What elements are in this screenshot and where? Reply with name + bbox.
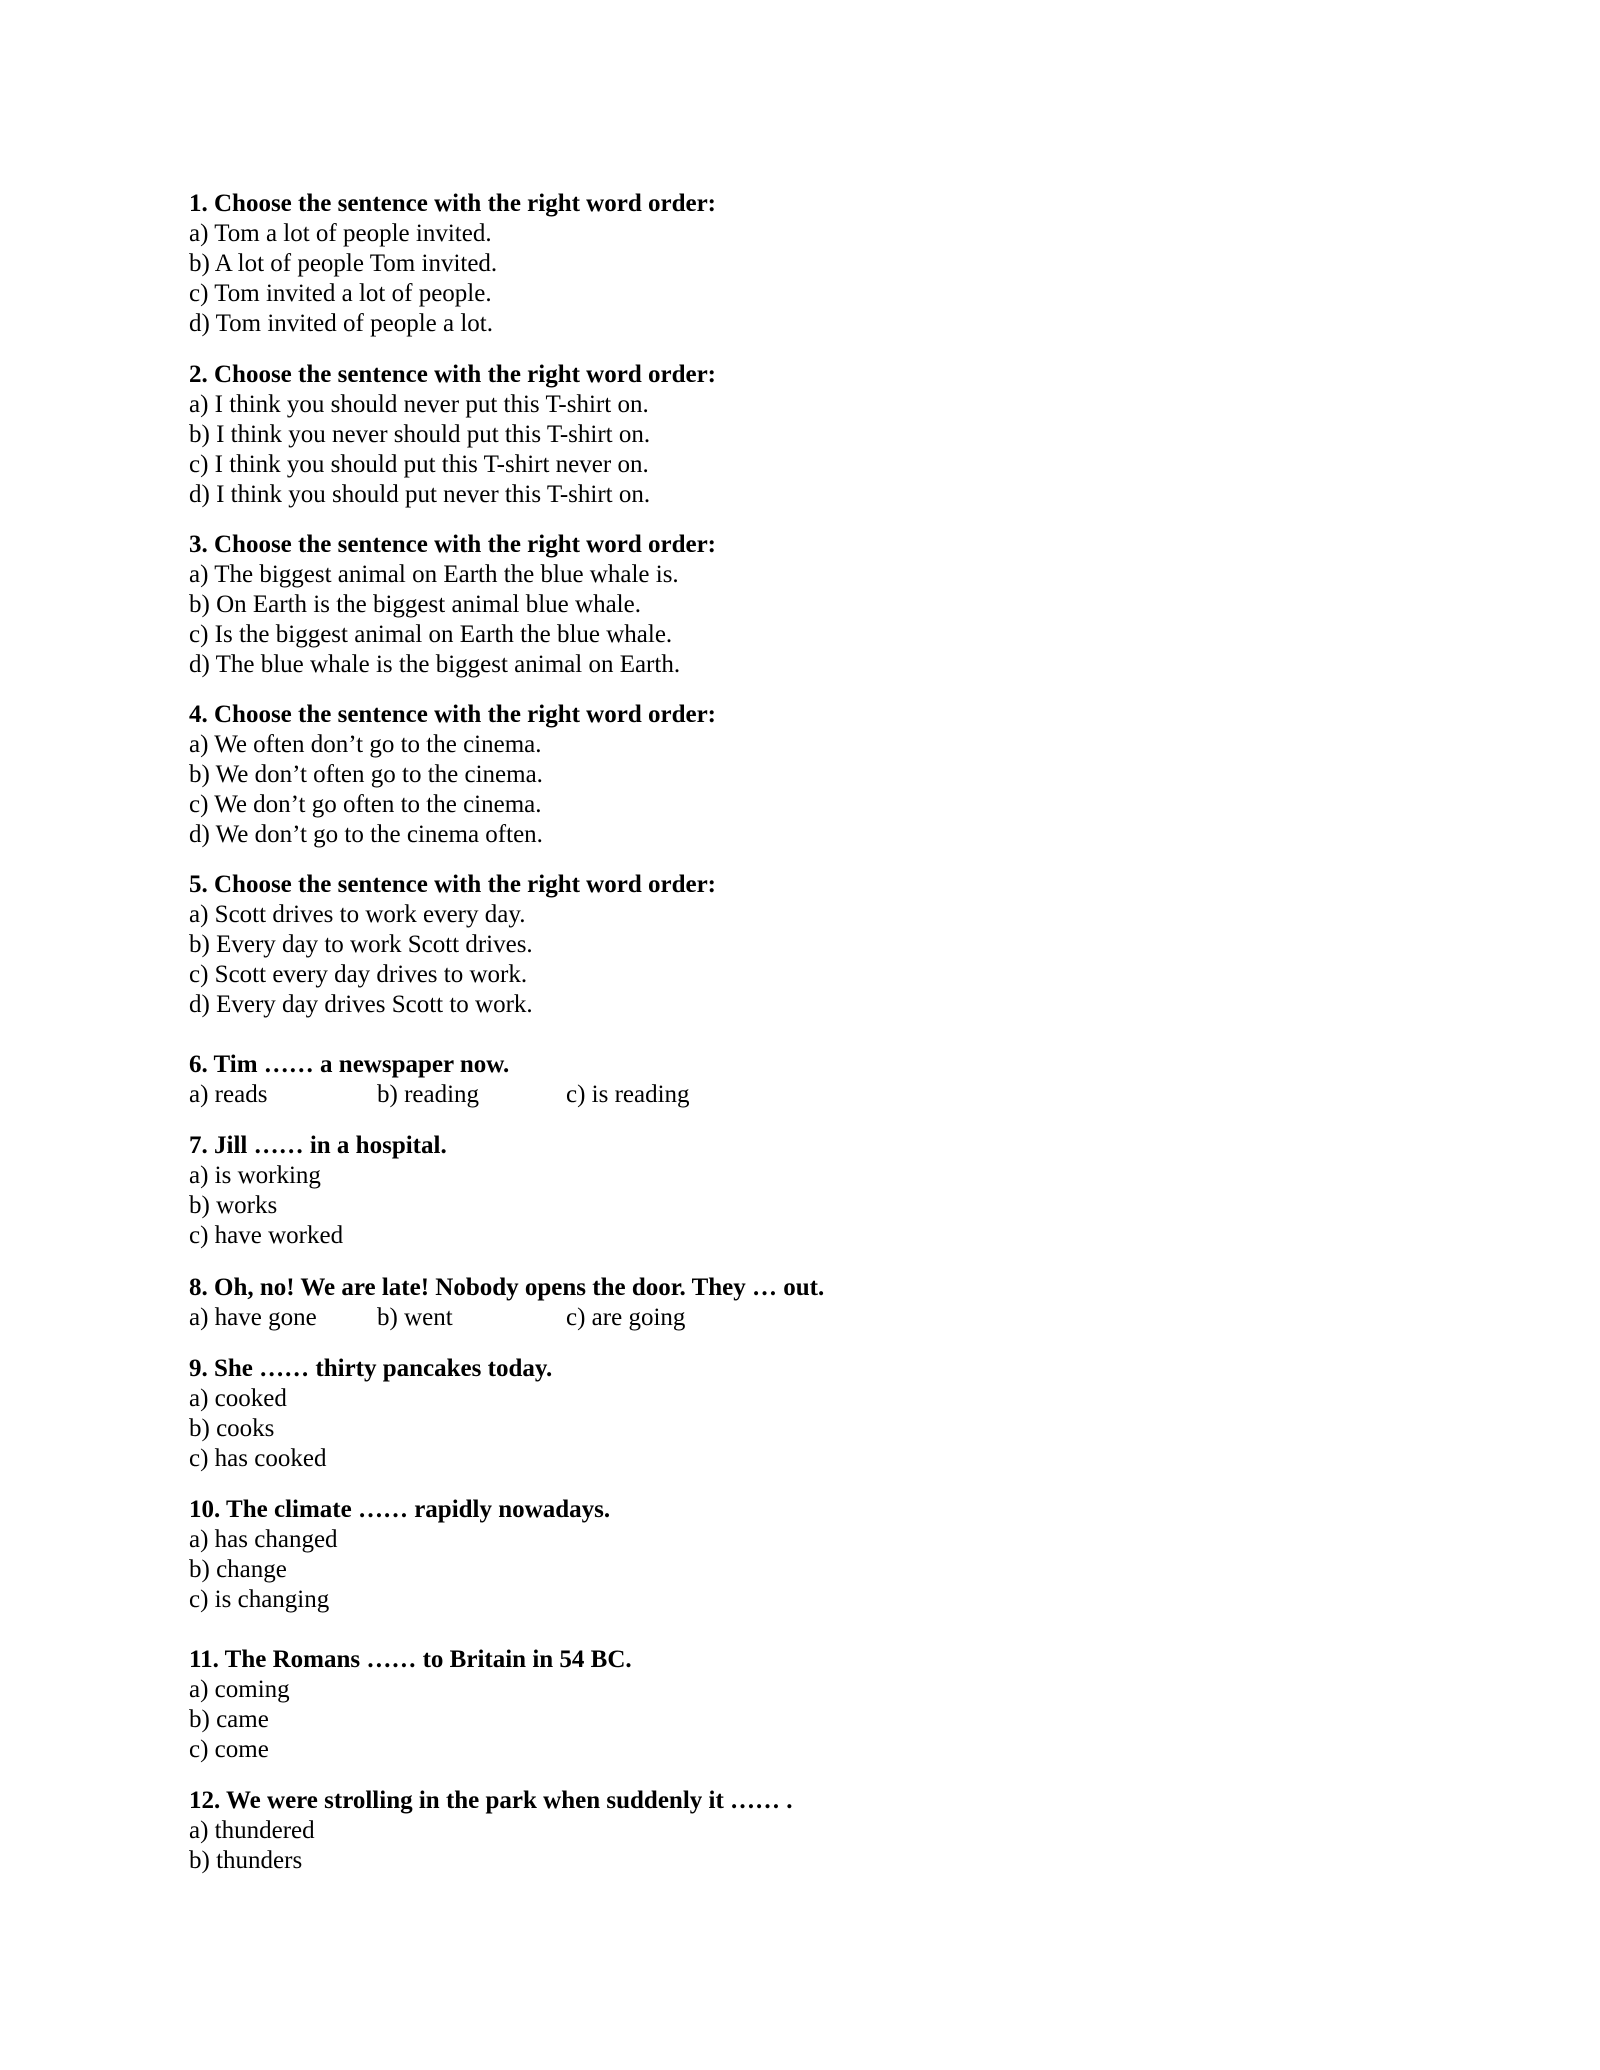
answer-option: b) On Earth is the biggest animal blue whale. bbox=[189, 591, 641, 618]
answer-option: a) We often don’t go to the cinema. bbox=[189, 731, 542, 758]
answer-option: a) coming bbox=[189, 1676, 290, 1703]
answer-option: a) I think you should never put this T-shirt on. bbox=[189, 391, 649, 418]
question-stem: 2. Choose the sentence with the right word order: bbox=[189, 361, 717, 388]
answer-option: d) I think you should put never this T-shirt on. bbox=[189, 481, 651, 508]
answer-option: b) I think you never should put this T-shirt on. bbox=[189, 421, 651, 448]
question-9 bbox=[189, 1354, 1389, 1474]
question-stem: 6. Tim …… a newspaper now. bbox=[189, 1051, 510, 1078]
answer-option: a) Scott drives to work every day. bbox=[189, 901, 526, 928]
answer-option: c) Is the biggest animal on Earth the blue whale. bbox=[189, 621, 673, 648]
question-3 bbox=[189, 530, 1389, 680]
answer-option: c) I think you should put this T-shirt never on. bbox=[189, 451, 649, 478]
question-stem: 11. The Romans …… to Britain in 54 BC. bbox=[189, 1646, 632, 1673]
question-12 bbox=[189, 1786, 1389, 1876]
question-stem: 7. Jill …… in a hospital. bbox=[189, 1132, 447, 1159]
question-stem: 5. Choose the sentence with the right word order: bbox=[189, 871, 717, 898]
answer-option: a) have gone bbox=[189, 1304, 317, 1331]
answer-option: c) Tom invited a lot of people. bbox=[189, 280, 492, 307]
answer-option: a) has changed bbox=[189, 1526, 338, 1553]
answer-option: c) We don’t go often to the cinema. bbox=[189, 791, 542, 818]
answer-option: b) came bbox=[189, 1706, 269, 1733]
answer-option: b) change bbox=[189, 1556, 287, 1583]
answer-option: c) has cooked bbox=[189, 1445, 327, 1472]
answer-option: c) are going bbox=[566, 1304, 686, 1331]
question-stem: 1. Choose the sentence with the right word order: bbox=[189, 190, 717, 217]
question-7 bbox=[189, 1131, 1389, 1251]
answer-option: b) A lot of people Tom invited. bbox=[189, 250, 498, 277]
answer-option: b) went bbox=[377, 1304, 453, 1331]
answer-option: a) thundered bbox=[189, 1817, 315, 1844]
answer-options-row bbox=[189, 1303, 1389, 1333]
answer-option: b) Every day to work Scott drives. bbox=[189, 931, 533, 958]
answer-option: d) Tom invited of people a lot. bbox=[189, 310, 493, 337]
answer-option: b) cooks bbox=[189, 1415, 275, 1442]
answer-option: b) We don’t often go to the cinema. bbox=[189, 761, 543, 788]
question-6 bbox=[189, 1050, 1389, 1110]
answer-option: a) is working bbox=[189, 1162, 321, 1189]
question-2 bbox=[189, 360, 1389, 510]
question-stem: 4. Choose the sentence with the right word order: bbox=[189, 701, 717, 728]
answer-option: b) works bbox=[189, 1192, 278, 1219]
answer-option: a) cooked bbox=[189, 1385, 287, 1412]
question-stem: 8. Oh, no! We are late! Nobody opens the door. They … out. bbox=[189, 1274, 825, 1301]
answer-option: b) thunders bbox=[189, 1847, 303, 1874]
answer-option: c) is changing bbox=[189, 1586, 330, 1613]
answer-option: c) is reading bbox=[566, 1081, 690, 1108]
question-1 bbox=[189, 189, 1389, 339]
answer-option: c) come bbox=[189, 1736, 269, 1763]
question-8 bbox=[189, 1273, 1389, 1333]
answer-option: a) reads bbox=[189, 1081, 268, 1108]
question-stem: 12. We were strolling in the park when suddenly it …… . bbox=[189, 1787, 793, 1814]
question-4 bbox=[189, 700, 1389, 850]
question-stem: 9. She …… thirty pancakes today. bbox=[189, 1355, 553, 1382]
answer-option: c) have worked bbox=[189, 1222, 344, 1249]
question-5 bbox=[189, 870, 1389, 1020]
answer-option: d) We don’t go to the cinema often. bbox=[189, 821, 543, 848]
question-11 bbox=[189, 1645, 1389, 1765]
answer-option: d) Every day drives Scott to work. bbox=[189, 991, 533, 1018]
answer-option: d) The blue whale is the biggest animal on Earth. bbox=[189, 651, 681, 678]
answer-options-row bbox=[189, 1080, 1389, 1110]
answer-option: a) The biggest animal on Earth the blue whale is. bbox=[189, 561, 679, 588]
question-stem: 3. Choose the sentence with the right word order: bbox=[189, 531, 717, 558]
question-10 bbox=[189, 1495, 1389, 1615]
answer-option: a) Tom a lot of people invited. bbox=[189, 220, 492, 247]
question-stem: 10. The climate …… rapidly nowadays. bbox=[189, 1496, 611, 1523]
answer-option: b) reading bbox=[377, 1081, 480, 1108]
answer-option: c) Scott every day drives to work. bbox=[189, 961, 528, 988]
